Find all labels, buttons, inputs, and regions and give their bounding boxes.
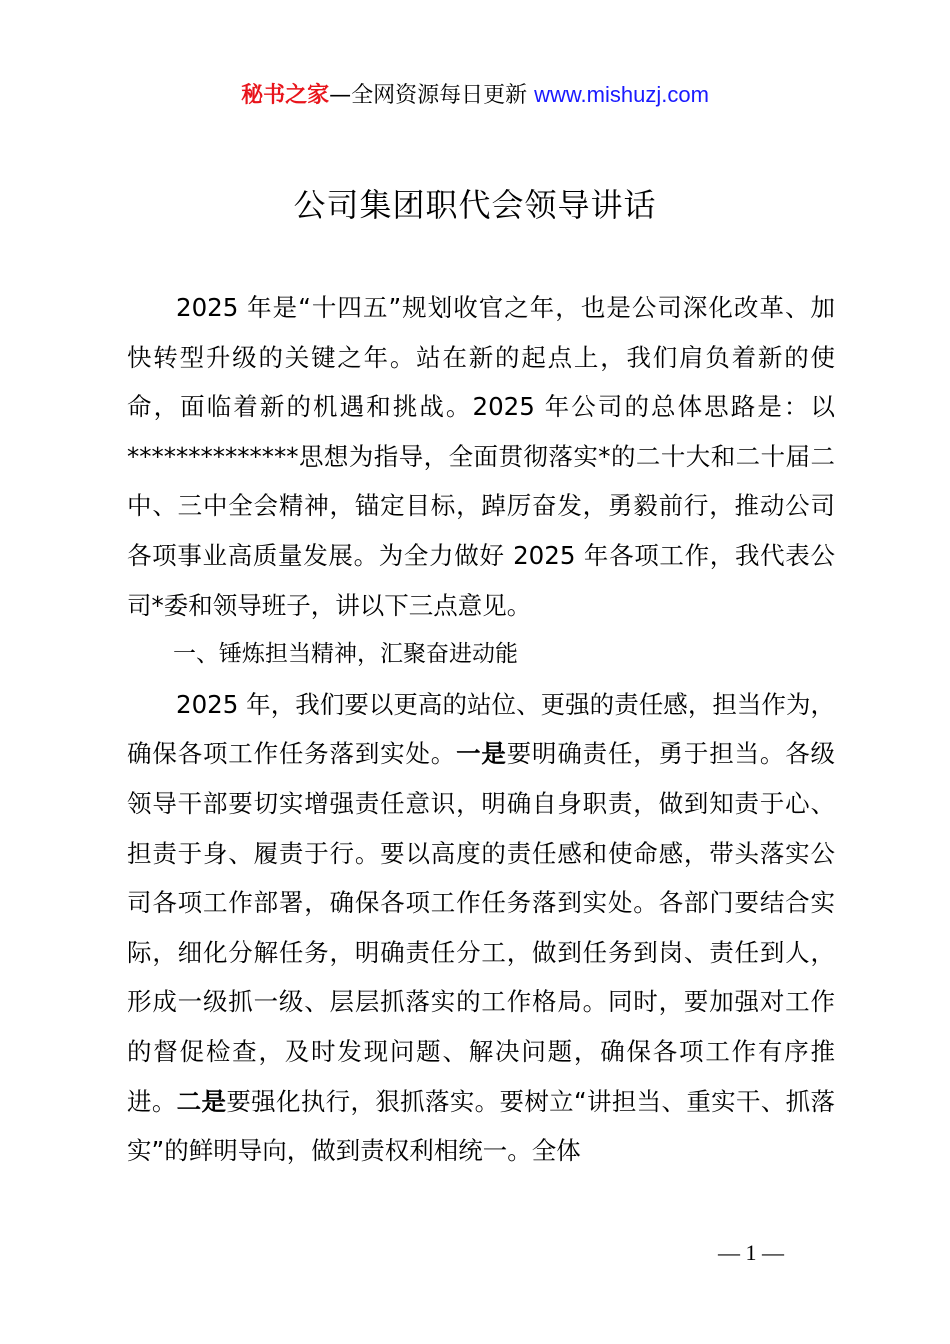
point-text-1: 要明确责任，勇于担当。各级领导干部要切实增强责任意识，明确自身职责，做到知责于心、担责于身、履责于行。要以高度的责任感和使命感，带头落实公司各项工作部署，确保各项工作任务落到实处。各部门要结合实际，细化分解任务，明确责任分工，做到任务到岗、责任到人，形成一级抓一级、层层抓落实的工作格局。同时，要加强对工作的督促检查，及时发现问题、解决问题，确保各项工作有序推进。 xyxy=(127,739,836,1116)
site-brand: 秘书之家 xyxy=(241,83,330,108)
paragraph-section-1 xyxy=(127,680,835,1176)
site-url-link[interactable]: www.mishuzj.com xyxy=(534,82,709,107)
site-banner xyxy=(0,80,950,111)
page-number: — 1 — xyxy=(718,1240,784,1265)
section-heading-1: 一、锤炼担当精神，汇聚奋进动能 xyxy=(173,641,518,668)
point-label-1: 一是 xyxy=(456,739,507,769)
paragraph-section-1-intro: 2025 年，我们要以更高的站位、更强的责任感，担当作为，确保各项工作任务落到实处。 xyxy=(127,689,835,769)
document-title: 公司集团职代会领导讲话 xyxy=(293,186,657,224)
site-tagline: —全网资源每日更新 xyxy=(329,83,535,108)
point-text-2: 要强化执行，狠抓落实。要树立“讲担当、重实干、抓落实”的鲜明导向，做到责权利相统一。全体 xyxy=(127,1086,836,1166)
paragraph-intro: 2025 年是“十四五”规划收官之年，也是公司深化改革、加快转型升级的关键之年。站在新的起点上，我们肩负着新的使命，面临着新的机遇和挑战。2025 年公司的总体思路是：以**************思想为指导，全面贯彻落实*的二十大和二十届二中、三中全会精神，锚定目标，踔厉奋发，勇毅前行，推动公司各项事业高质量发展。为全力做好 2025 年各项工作，我代表公司*委和领导班子，讲以下三点意见。 xyxy=(127,293,835,620)
document-body xyxy=(127,283,835,1176)
point-label-2: 二是 xyxy=(176,1086,227,1116)
